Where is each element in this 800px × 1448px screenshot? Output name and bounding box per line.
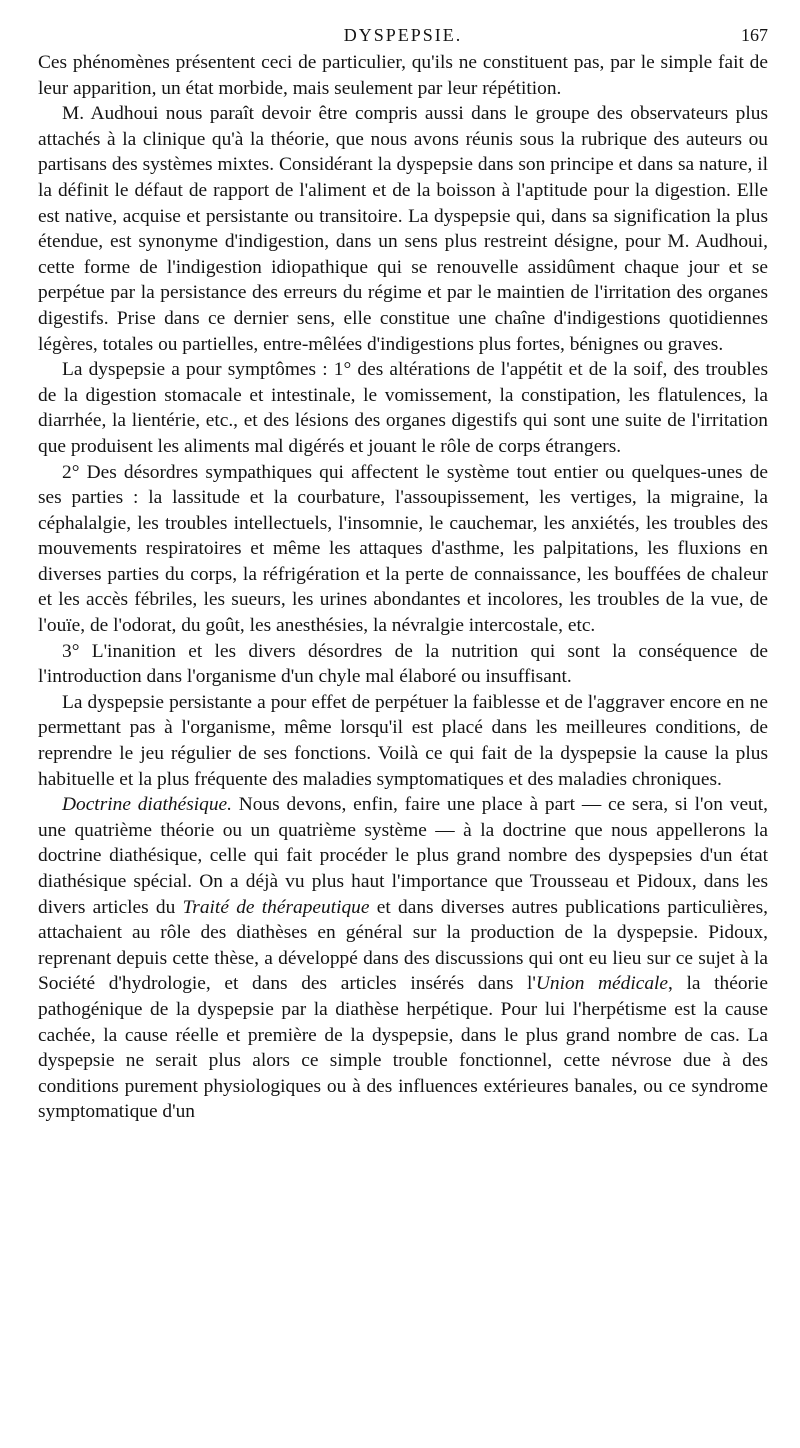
paragraph-7-text-1: Nous devons, enfin, faire une place à part — ce sera, si l'on veut, une quatrième théorie ou un quatrième système — à la doctrine que nous appellerons la doctrine diathésique, celle qui fait procéder le plus grand nombre des dyspepsies d'un état diathésique spécial. On a déjà vu plus haut l'importance que Trousseau et Pidoux, dans les divers articles du bbox=[38, 794, 768, 918]
paragraph-4: 2° Des désordres sympathiques qui affectent le système tout entier ou quelques-unes de ses parties : la lassitude et la courbature, l'assoupissement, les vertiges, la migraine, la céphalalgie, les troubles intellectuels, l'insomnie, le cauchemar, les anxiétés, les troubles des mouvements respiratoires et même les attaques d'asthme, les palpitations, les fluxions en diverses parties du corps, la réfrigération et la perte de connaissance, les bouffées de chaleur et les accès fébriles, les sueurs, les urines abondantes et incolores, les troubles de la vue, de l'ouïe, de l'odorat, du goût, les anesthésies, la névralgie intercostale, etc. bbox=[38, 461, 768, 637]
running-title: DYSPEPSIE. bbox=[343, 25, 463, 45]
paragraph-7 bbox=[38, 792, 768, 1125]
section-lead-italic: Doctrine diathésique. bbox=[62, 794, 232, 816]
journal-title-italic: Union médicale bbox=[535, 973, 669, 995]
paragraph-3: La dyspepsie a pour symptômes : 1° des altérations de l'appétit et de la soif, des troubles de la digestion stomacale et intestinale, le vomissement, la constipation, les flatulences, la diarrhée, la lientérie, etc., et des lésions des organes digestifs qui sont une suite de l'irritation que produisent les aliments mal digérés et jouant le rôle de corps étrangers. bbox=[38, 359, 768, 457]
paragraph-6: La dyspepsie persistante a pour effet de perpétuer la faiblesse et de l'aggraver encore en ne permettant pas à l'organisme, même lorsqu'il est placé dans les meilleures conditions, de reprendre le jeu régulier de ses fonctions. Voilà ce qui fait de la dyspepsie la cause la plus habituelle et la plus fréquente des maladies symptomatiques et des maladies chroniques. bbox=[38, 691, 768, 790]
page-number: 167 bbox=[741, 25, 768, 45]
paragraph-2: M. Audhoui nous paraît devoir être compris aussi dans le groupe des observateurs plus attachés à la clinique qu'à la théorie, que nous avons réunis sous la rubrique des auteurs ou partisans des systèmes mixtes. Considérant la dyspepsie dans son principe et dans sa nature, il la définit le défaut de rapport de l'aliment et de la boisson à l'aptitude pour la digestion. Elle est native, acquise et persistante ou transitoire. La dyspepsie qui, dans sa signification la plus étendue, est synonyme d'indigestion, dans un sens plus restreint désigne, pour M. Audhoui, cette forme de l'indigestion idiopathique qui se renouvelle assidûment chaque jour et se perpétue par la persistance des erreurs du régime et par le maintien de l'irritation des organes digestifs. Prise dans ce dernier sens, elle constitue une chaîne d'indigestions quotidiennes légères, totales ou partielles, entre-mêlées d'indigestions plus fortes, bénignes ou graves. bbox=[38, 103, 768, 355]
body-text bbox=[38, 50, 768, 1125]
paragraph-1: Ces phénomènes présentent ceci de particulier, qu'ils ne constituent pas, par le simple fait de leur apparition, un état morbide, mais seulement par leur répétition. bbox=[38, 52, 768, 99]
paragraph-7-text-2: et dans diverses autres publications particulières, attachaient au rôle des diathèses en général sur la production de la dyspepsie. Pidoux, reprenant depuis cette thèse, a développé dans des discussions qui ont eu lieu sur ce sujet à la Société d'hydrologie, et dans des articles insérés dans l' bbox=[38, 896, 768, 995]
page-header bbox=[38, 0, 768, 50]
book-page bbox=[38, 0, 768, 1125]
paragraph-7-text-3: , la théorie pathogénique de la dyspepsie par la diathèse herpétique. Pour lui l'herpétisme est la cause cachée, la cause réelle et première de la dyspepsie, dans le plus grand nombre de cas. La dyspepsie ne serait plus alors ce simple trouble fonctionnel, cette névrose due à des conditions purement physiologiques ou à des influences extérieures banales, ou ce syndrome symptomatique d'un bbox=[38, 973, 768, 1123]
book-title-italic: Traité de thérapeutique bbox=[182, 896, 370, 918]
paragraph-5: 3° L'inanition et les divers désordres de la nutrition qui sont la conséquence de l'introduction dans l'organisme d'un chyle mal élaboré ou insuffisant. bbox=[38, 640, 768, 688]
